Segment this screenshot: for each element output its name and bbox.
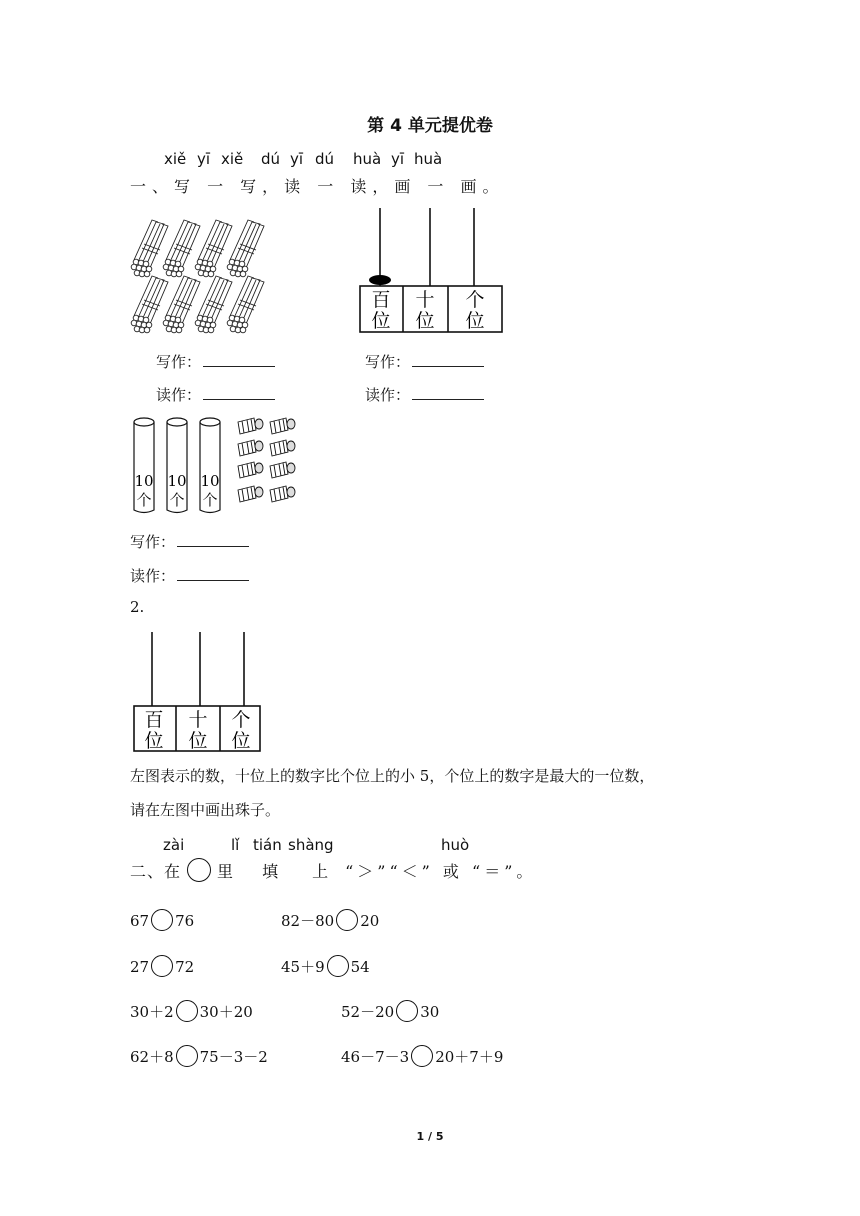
section2-pinyin xyxy=(0,836,860,856)
answer-circle[interactable] xyxy=(151,955,173,977)
answer-blank[interactable] xyxy=(412,385,484,400)
read-label: 读作： xyxy=(156,386,202,404)
shuttlecock-icon xyxy=(238,418,263,434)
pinyin-yi1: yī xyxy=(197,150,211,168)
pinyin-zai: zài xyxy=(163,836,185,854)
write-label: 写作： xyxy=(365,353,411,371)
problem-left: 82－80 xyxy=(281,912,335,930)
pinyin-li: lǐ xyxy=(231,836,240,854)
read-line-3[interactable] xyxy=(130,565,249,586)
abacus2-label-ones-2: 位 xyxy=(231,730,251,752)
answer-circle[interactable] xyxy=(327,955,349,977)
answer-circle[interactable] xyxy=(411,1045,433,1067)
abacus2-label-ones-1: 个 xyxy=(231,709,251,731)
compare-problem xyxy=(281,955,370,977)
write-label: 写作： xyxy=(130,533,176,551)
pinyin-du1: dú xyxy=(261,150,281,168)
tube3-label-2: 个 xyxy=(202,491,218,509)
abacus-2[interactable] xyxy=(132,630,264,754)
question-2-number: 2. xyxy=(130,598,145,616)
abacus1-label-ones-2: 位 xyxy=(465,310,485,332)
compare-problem xyxy=(130,955,194,977)
problem-right: 72 xyxy=(175,958,195,976)
answer-circle[interactable] xyxy=(396,1000,418,1022)
answer-circle[interactable] xyxy=(176,1000,198,1022)
stick-bundle-icon xyxy=(131,220,168,277)
write-line-3[interactable] xyxy=(130,531,249,552)
question-2-text-line2: 请在左图中画出珠子。 xyxy=(130,801,281,819)
stick-bundles-image xyxy=(128,214,278,336)
answer-circle-icon xyxy=(187,858,211,882)
section2-heading-part1: 二、在 xyxy=(130,862,182,881)
answer-circle[interactable] xyxy=(151,909,173,931)
page-number: 1 / 5 xyxy=(416,1130,444,1143)
section1-pinyin xyxy=(0,150,860,170)
tube2-label-1: 10 xyxy=(167,472,187,490)
problem-left: 45＋9 xyxy=(281,958,325,976)
problem-right: 54 xyxy=(350,958,370,976)
pinyin-yi2: yī xyxy=(290,150,304,168)
compare-problem xyxy=(130,1045,268,1067)
answer-blank[interactable] xyxy=(412,352,484,367)
pinyin-hua1: huà xyxy=(353,150,382,168)
pinyin-du2: dú xyxy=(315,150,335,168)
answer-blank[interactable] xyxy=(177,566,249,581)
problem-left: 67 xyxy=(130,912,150,930)
page-title: 第 4 单元提优卷 xyxy=(367,116,493,136)
section1-heading: 一、写 一 写，读 一 读，画 一 画。 xyxy=(130,177,505,196)
read-line-1[interactable] xyxy=(156,384,275,405)
abacus1-label-tens-1: 十 xyxy=(415,289,435,311)
question-2-text-line1: 左图表示的数，十位上的数字比个位上的小 5，个位上的数字是最大的一位数， xyxy=(130,767,655,785)
write-line-2[interactable] xyxy=(365,351,484,372)
pinyin-hua2: huà xyxy=(414,150,443,168)
answer-blank[interactable] xyxy=(203,352,275,367)
answer-circle[interactable] xyxy=(336,909,358,931)
answer-blank[interactable] xyxy=(177,532,249,547)
pinyin-xie2: xiě xyxy=(221,150,244,168)
section2-heading xyxy=(130,858,536,882)
pinyin-tian: tián xyxy=(253,836,282,854)
tube2-label-2: 个 xyxy=(169,491,185,509)
abacus-bead-icon xyxy=(369,275,391,285)
read-line-2[interactable] xyxy=(365,384,484,405)
write-line-1[interactable] xyxy=(156,351,275,372)
abacus1-label-ones-1: 个 xyxy=(465,289,485,311)
problem-right: 76 xyxy=(175,912,195,930)
tube1-label-2: 个 xyxy=(136,491,152,509)
problem-left: 46－7－3 xyxy=(341,1048,410,1066)
compare-problem xyxy=(130,1000,253,1022)
abacus1-label-hundreds-1: 百 xyxy=(371,289,391,311)
write-label: 写作： xyxy=(156,353,202,371)
pinyin-huo: huò xyxy=(441,836,470,854)
read-label: 读作： xyxy=(130,567,176,585)
problem-right: 20＋7＋9 xyxy=(435,1048,504,1066)
problem-left: 52－20 xyxy=(341,1003,395,1021)
compare-problem xyxy=(281,909,379,931)
pinyin-xie1: xiě xyxy=(164,150,187,168)
compare-problem xyxy=(130,909,194,931)
answer-circle[interactable] xyxy=(176,1045,198,1067)
tubes-and-shuttlecocks-image xyxy=(130,414,310,516)
compare-problem xyxy=(341,1000,439,1022)
pinyin-yi3: yī xyxy=(391,150,405,168)
abacus1-label-hundreds-2: 位 xyxy=(371,310,391,332)
pinyin-shang: shàng xyxy=(288,836,334,854)
section2-heading-part2: 里 填 xyxy=(217,862,291,881)
section2-heading-part4: “＞”“＜” 或 “＝”。 xyxy=(345,862,537,881)
problem-right: 30 xyxy=(420,1003,440,1021)
problem-right: 75－3－2 xyxy=(199,1048,268,1066)
answer-blank[interactable] xyxy=(203,385,275,400)
abacus2-label-tens-2: 位 xyxy=(188,730,208,752)
tube1-label-1: 10 xyxy=(134,472,154,490)
abacus2-label-tens-1: 十 xyxy=(188,709,208,731)
read-label: 读作： xyxy=(365,386,411,404)
compare-problem xyxy=(341,1045,503,1067)
problem-right: 20 xyxy=(360,912,380,930)
problem-right: 30＋20 xyxy=(199,1003,253,1021)
problem-left: 30＋2 xyxy=(130,1003,174,1021)
problem-left: 62＋8 xyxy=(130,1048,174,1066)
abacus1-label-tens-2: 位 xyxy=(415,310,435,332)
abacus-1 xyxy=(358,206,506,334)
section2-heading-part3: 上 xyxy=(312,862,330,881)
tube3-label-1: 10 xyxy=(200,472,220,490)
problem-left: 27 xyxy=(130,958,150,976)
abacus2-label-hundreds-1: 百 xyxy=(144,709,164,731)
abacus2-label-hundreds-2: 位 xyxy=(144,730,164,752)
